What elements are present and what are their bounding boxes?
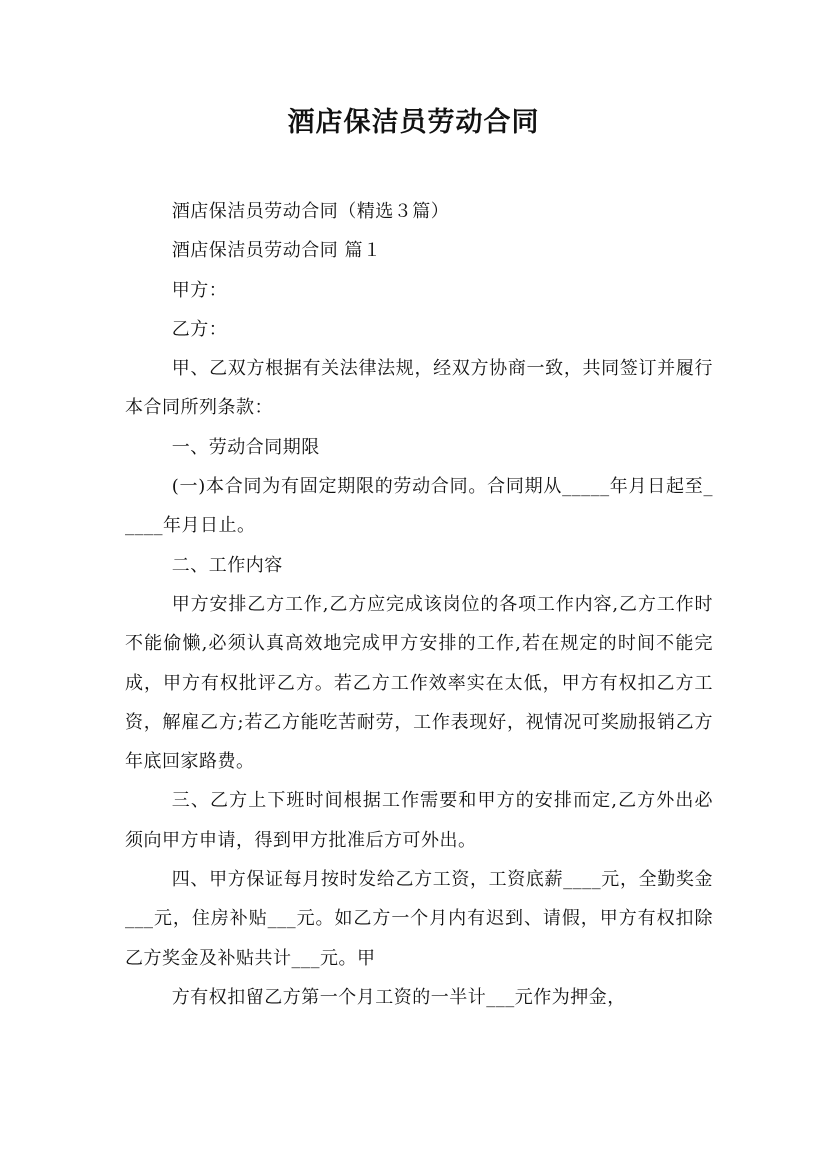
paragraph-clause-4-continued: 方有权扣留乙方第一个月工资的一半计___元作为押金，	[171, 986, 626, 1008]
paragraph-clause-1-term: (一)本合同为有固定期限的劳动合同。合同期从_____年月日起至_____年月日止。	[125, 476, 713, 537]
paragraph-party-b: 乙方：	[171, 318, 228, 340]
paragraph-preamble: 甲、乙双方根据有关法律法规，经双方协商一致，共同签订并履行本合同所列条款：	[125, 358, 713, 419]
paragraph-clause-1-heading: 一、劳动合同期限	[171, 436, 320, 458]
document-title: 酒店保洁员劳动合同	[287, 107, 540, 138]
paragraph-clause-3: 三、乙方上下班时间根据工作需要和甲方的安排而定,乙方外出必须向甲方申请，得到甲方批准后方可外出。	[125, 790, 713, 851]
paragraph-subtitle: 酒店保洁员劳动合同（精选３篇）	[171, 201, 450, 222]
paragraph-clause-2-content: 甲方安排乙方工作,乙方应完成该岗位的各项工作内容,乙方工作时不能偷懒,必须认真高效地完成甲方安排的工作,若在规定的时间不能完成，甲方有权批评乙方。若乙方工作效率实在太低，甲方有权扣乙方工资，解雇乙方;若乙方能吃苦耐劳，工作表现好，视情况可奖励报销乙方年底回家路费。	[125, 593, 713, 773]
document-body	[125, 192, 713, 1017]
paragraph-section-heading: 酒店保洁员劳动合同 篇１	[171, 240, 382, 262]
paragraph-clause-2-heading: 二、工作内容	[171, 554, 283, 576]
paragraph-clause-4: 四、甲方保证每月按时发给乙方工资，工资底薪____元，全勤奖金___元，住房补贴___元。如乙方一个月内有迟到、请假，甲方有权扣除乙方奖金及补贴共计___元。甲	[125, 869, 713, 969]
paragraph-party-a: 甲方：	[171, 279, 228, 301]
